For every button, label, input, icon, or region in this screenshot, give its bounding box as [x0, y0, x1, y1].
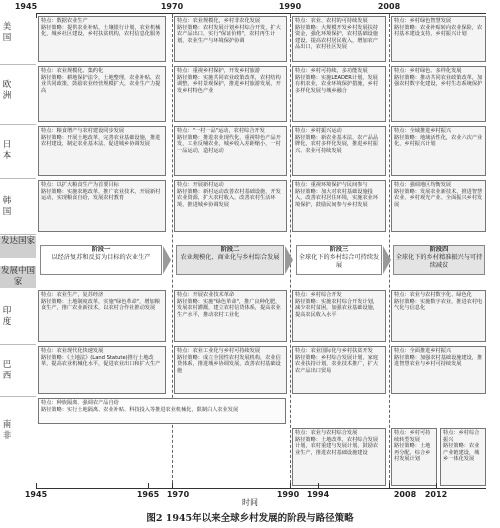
group-label-developed: 发达国家 — [0, 236, 36, 258]
box-strategy: 路径策略：实施数字农业，推进农村电气化与信息化 — [394, 298, 483, 311]
bottom-year-1970: 1970 — [166, 490, 190, 499]
box-feature: 特点：以扩大粮食生产为首要目标 — [41, 182, 119, 188]
phase-title: 阶段四 — [429, 246, 449, 253]
box-feature: 特点：乡村绿色、多样化发展 — [394, 68, 462, 74]
phase-2 — [176, 245, 284, 275]
india-stage1-box — [38, 290, 166, 342]
phase-arrow — [285, 246, 293, 274]
top-year-2008: 2008 — [377, 2, 401, 11]
box-feature: 特点：开展新村运动 — [177, 182, 224, 188]
box-strategy: 路径策略：推动共同农业政策改革，加强农村数字化建设，乡村生态系统保护 — [394, 74, 483, 87]
box-feature: 特点：农业规模化，乡村非农化发展 — [177, 18, 261, 24]
box-feature: 特点：农业生产，复苏经济 — [41, 292, 104, 298]
phase-title: 阶段二 — [220, 246, 240, 253]
box-strategy: 路径策略：加大对农村基础设施投入，改善农村居住环境，实施农业环境保护，鼓励民间参与乡村发展 — [295, 188, 379, 208]
top-tick — [36, 13, 37, 18]
box-strategy: 路径策略：提供农业补贴，土壤银行计划，农业机械化，城乡社区建设，乡村扶贫机构，农村信息化服务 — [41, 24, 161, 37]
box-strategy: 路径策略：农村发展计划乡村综合开发，扩大农产品出口，实行"保证价格"，农村再生计划，农业生产与环境保护协调 — [177, 24, 281, 44]
box-strategy: 路径策略：新村运动改善农村基础设施，开发农业资源，扩大农村收入，改善农村生活环境，推进城乡协调发展 — [177, 188, 281, 208]
box-strategy: 路径策略：地域活性化，农业六次产业化，乡村振兴计划 — [394, 134, 483, 147]
box-strategy: 路径策略：大规模开发乡村发展扶持资金，强化环境保护，农村基础设施建设，提高农村居民收入，增加农产品出口，农村社区发展 — [295, 24, 379, 50]
box-strategy: 路径策略：推进农业现代化，重视特色产品开发，工业反哺农业，城乡收入差距缩小，一村一品运动，造村运动 — [177, 134, 281, 154]
box-strategy: 路径策略：开展土地改革，完善农业基础设施，推进农村建设，制定农业基本法，促进城乡协调发展 — [41, 134, 161, 147]
south-africa-stage4-box — [440, 428, 486, 486]
korea-stage4-box — [391, 180, 486, 232]
top-year-1990: 1990 — [278, 2, 302, 11]
bottom-tick — [36, 483, 37, 488]
top-time-axis — [36, 13, 486, 14]
top-year-1970: 1970 — [160, 2, 184, 11]
phase-desc: 农业规模化、商业化与乡村综合发展 — [180, 254, 280, 261]
box-strategy: 路径策略：实施LEADER计划，发展有机农业，农业环境保护措施，乡村多样化发展与城乡融合 — [295, 74, 379, 94]
phase-desc: 全球化下的乡村精准振兴与可持续减贫 — [395, 254, 483, 269]
south-africa-stage3-box — [391, 428, 437, 486]
usa-stage1-box — [38, 16, 166, 62]
europe-stage1-box — [38, 66, 166, 122]
brazil-stage3-box — [292, 346, 386, 394]
country-label-europe: 欧洲 — [2, 80, 12, 101]
phase-title: 阶段三 — [329, 246, 349, 253]
europe-stage2-box — [174, 66, 287, 122]
box-feature: 特点：农业与农村数字化、绿色化 — [394, 292, 472, 298]
box-strategy: 路径策略：耕地保护法令，土地整理，农业补贴，农业共同政策，鼓励农业经营规模扩大，农业生产力提高 — [41, 74, 161, 94]
top-year-1945: 1945 — [14, 2, 38, 11]
box-strategy: 路径策略：土地制度改革，实施"绿色革命"，增加粮食生产，推广农业新技术，以农村合作社推动发展 — [41, 298, 160, 311]
bottom-tick — [436, 483, 437, 488]
south-africa-stage2-box — [292, 428, 386, 486]
box-strategy: 路径策略：《土地法》(Land Statute)推行土地改革，提高农业机械化水平，促进农业出口和扩大生产 — [41, 354, 161, 367]
country-label-japan: 日本 — [2, 140, 12, 161]
phase-arrow — [163, 246, 171, 274]
box-feature: 特点：重视乡村保护，开发乡村旅游 — [177, 68, 261, 74]
europe-stage4-box — [391, 66, 486, 122]
box-feature: 特点：农业与农村综合发展 — [295, 430, 358, 436]
box-feature: 特点：全域推进乡村振兴 — [394, 128, 452, 134]
figure-caption: 图2 1945年以来全球乡村发展的阶段与路径策略 — [146, 513, 354, 524]
bottom-year-1945: 1945 — [24, 490, 48, 499]
box-feature: 特点：种族隔离、强调农产品自给 — [41, 400, 119, 406]
x-axis-label: 时间 — [242, 498, 258, 507]
phase-3 — [296, 245, 382, 275]
box-strategy: 路径策略：土地再分配，综合乡村发展计划 — [394, 443, 431, 462]
phase-desc: 以经济复苏和反贫为目标的农业生产 — [51, 254, 151, 261]
box-feature: 特点：农业现代化快速发展 — [41, 348, 104, 354]
bottom-tick — [318, 483, 319, 488]
phase-4 — [393, 245, 485, 275]
box-strategy: 路径策略：实施共同农业政策改革，农村结构调整，乡村景观保护，推进乡村旅游发展，开发乡村特色产业 — [177, 74, 281, 94]
bottom-tick — [389, 483, 390, 488]
country-label-brazil: 巴西 — [2, 360, 12, 381]
box-strategy: 路径策略：加强农村基础设施建设，推进智慧农业与乡村可持续发展 — [394, 354, 483, 367]
box-feature: 特点：农业、农村的可持续发展 — [295, 18, 368, 24]
country-label-korea: 韩国 — [2, 196, 12, 217]
country-label-usa: 美国 — [2, 22, 12, 43]
box-feature: 特点：乡村可持续转型发展 — [394, 430, 431, 443]
japan-stage3-box — [292, 126, 386, 176]
box-feature: 特点：重视环境保护与民间参与 — [295, 182, 368, 188]
country-label-south-africa: 南非 — [2, 420, 12, 441]
box-feature: 特点：农业规模化、集约化 — [41, 68, 104, 74]
bottom-year-1994: 1994 — [306, 490, 330, 499]
japan-stage2-box — [174, 126, 287, 176]
box-feature: 特点：数据农业生产 — [41, 18, 88, 24]
brazil-stage4-box — [391, 346, 486, 394]
brazil-stage1-box — [38, 346, 166, 394]
box-feature: 特点：乡村绿色智慧发展 — [394, 18, 452, 24]
india-stage2-box — [174, 290, 287, 342]
korea-stage1-box — [38, 180, 166, 232]
korea-stage3-box — [292, 180, 386, 232]
box-strategy: 路径策略：乡村综合发展计划，家庭农业扶持计划，农业技术推广，扩大农产品出口贸易 — [295, 354, 379, 374]
box-feature: 特点：乡村综合开发 — [295, 292, 342, 298]
box-strategy: 路径策略：发展农业新技术，推进智慧农业、乡村观光产业、全面振兴乡村发展 — [394, 188, 483, 208]
india-stage4-box — [391, 290, 486, 342]
korea-stage2-box — [174, 180, 287, 232]
box-feature: 特点："一村一品"运动，农村综合开发 — [177, 128, 265, 134]
box-strategy: 路径策略：实施"绿色革命"，推广良种化肥，发展农村灌溉，建立农村信贷体系，提高农业生产水平，推动农村工业化 — [177, 298, 281, 318]
box-strategy: 路径策略：实施农村综合开发计划，减少农村贫困，加强农业基础设施，提高农民收入水平 — [295, 298, 379, 318]
india-stage3-box — [292, 290, 386, 342]
box-feature: 特点：乡村可持续、多功能发展 — [295, 68, 368, 74]
box-strategy: 路径策略：实行土地隔离、农业补贴、科技投入等推进农业机械化，限制白人农业发展 — [41, 406, 239, 413]
brazil-stage2-box — [174, 346, 287, 394]
box-feature: 特点：强调地区均衡发展 — [394, 182, 452, 188]
box-feature: 特点：粮食增产与农村建设同步发展 — [41, 128, 125, 134]
box-strategy: 路径策略：农业产业链建设，城乡一体化发展 — [443, 443, 480, 462]
box-feature: 特点：乡村振兴运动 — [295, 128, 342, 134]
phase-title: 阶段一 — [91, 246, 111, 253]
box-feature: 特点：全面推进乡村振兴 — [394, 348, 452, 354]
box-feature: 特点：开展农业技术革命 — [177, 292, 235, 298]
country-label-india: 印度 — [2, 306, 12, 327]
usa-stage4-box — [391, 16, 486, 62]
phase-1 — [40, 245, 162, 275]
bottom-time-axis — [36, 488, 486, 489]
bottom-year-2012: 2012 — [424, 490, 448, 499]
japan-stage1-box — [38, 126, 166, 176]
group-label-developing: 发展中国家 — [0, 266, 35, 287]
europe-stage3-box — [292, 66, 386, 122]
bottom-tick — [148, 483, 149, 488]
south-africa-stage1-box — [38, 398, 286, 424]
japan-stage4-box — [391, 126, 486, 176]
box-strategy: 路径策略：成立全国性农村发展机构，农业信贷体系，推进城乡协调发展，改善农村基础设施 — [177, 354, 281, 374]
box-strategy: 路径策略：新农业基本法，农产品品牌化，农村多样化发展，推进乡村振兴、农业可持续发展 — [295, 134, 379, 154]
box-strategy: 路径策略：土地改革，农村综合发展计划，农村重建与发展计划，鼓励农业生产，推进农村基础设施建设 — [295, 436, 379, 456]
phase-arrow — [383, 246, 391, 274]
usa-stage3-box — [292, 16, 386, 62]
bottom-tick — [172, 483, 173, 488]
box-feature: 特点：乡村综合振兴 — [443, 430, 480, 443]
box-feature: 特点：农业工业化与乡村可持续发展 — [177, 348, 261, 354]
bottom-year-1990: 1990 — [276, 490, 300, 499]
box-strategy: 路径策略：农业补贴转向农业保险，农村基本建设支持，乡村振兴计划 — [394, 24, 483, 37]
box-strategy: 路径策略：实施农地改革，推广农业技术，开展新村运动，实现粮食自给，发展农村教育 — [41, 188, 161, 201]
usa-stage2-box — [174, 16, 287, 62]
bottom-tick — [290, 483, 291, 488]
phase-desc: 全球化下的乡村综合可持续发展 — [298, 254, 380, 269]
box-feature: 特点：农业国际化与乡村扶贫开发 — [295, 348, 373, 354]
bottom-year-1965: 1965 — [136, 490, 160, 499]
bottom-year-2008: 2008 — [393, 490, 417, 499]
